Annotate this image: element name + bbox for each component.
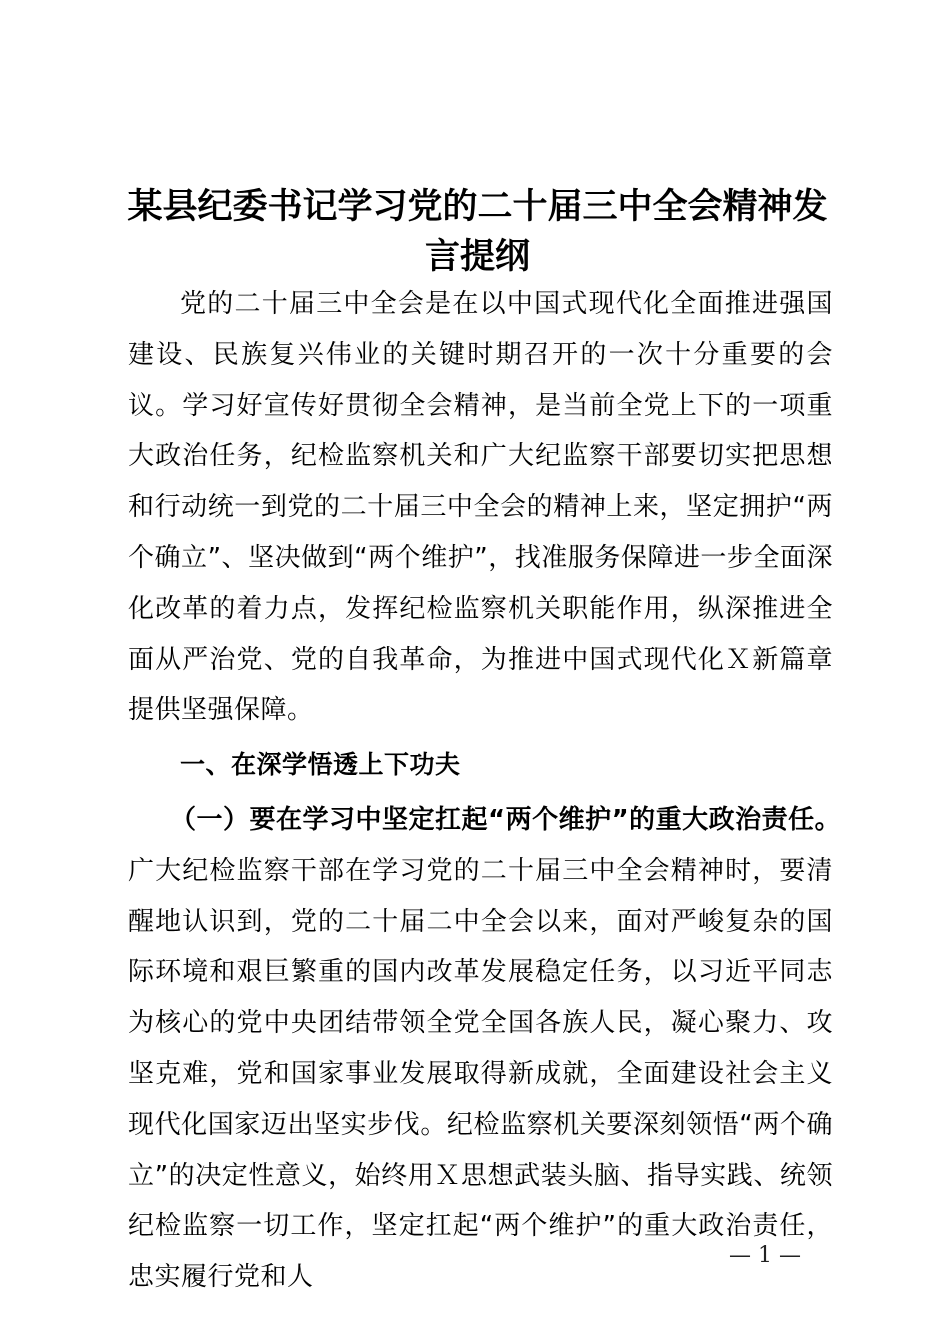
page-number: — 1 — [729,1243,801,1268]
section-heading: 一、在深学悟透上下功夫 [180,750,461,780]
subsection-paragraph: 广大纪检监察干部在学习党的二十届三中全会精神时，要清醒地认识到，党的二十届二中全会以来，面对严峻复杂的国际环境和艰巨繁重的国内改革发展稳定任务，以习近平同志为核心的党中央团结带领全党全国各族人民，凝心聚力、攻坚克难，党和国家事业发展取得新成就，全面建设社会主义现代化国家迈出坚实步伐。纪检监察机关要深刻领悟“两个确立”的决定性意义，始终用Ｘ思想武装头脑、指导实践、统领纪检监察一切工作，坚定扛起“两个维护”的重大政治责任，忠实履行党和人 [128,855,833,1293]
document-body [128,279,842,1303]
intro-paragraph: 党的二十届三中全会是在以中国式现代化全面推进强国建设、民族复兴伟业的关键时期召开的一次十分重要的会议。学习好宣传好贯彻全会精神，是当前全党上下的一项重大政治任务，纪检监察机关和广大纪监察干部要切实把思想和行动统一到党的二十届三中全会的精神上来，坚定拥护“两个确立”、坚决做到“两个维护”，找准服务保障进一步全面深化改革的着力点，发挥纪检监察机关职能作用，纵深推进全面从严治党、党的自我革命，为推进中国式现代化Ｘ新篇章提供坚强保障。 [128,289,833,726]
document-title: 某县纪委书记学习党的二十届三中全会精神发言提纲 [127,187,828,277]
subsection-heading [128,795,842,846]
subsection-heading-text: （一）要在学习中坚定扛起“两个维护”的重大政治责任。 [170,804,842,835]
